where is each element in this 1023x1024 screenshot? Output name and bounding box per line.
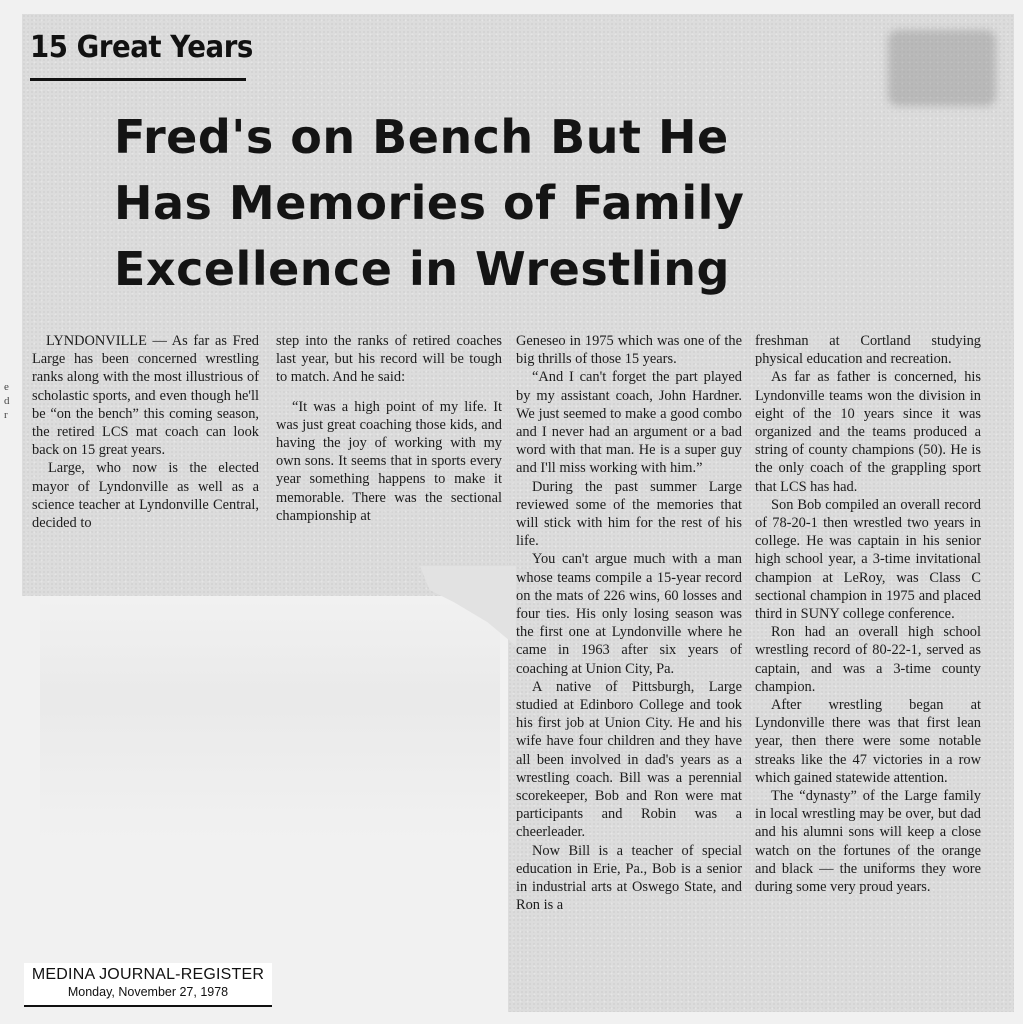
paragraph: “And I can't forget the part played by my assistant coach, John Hardner. We just seemed to make a good combo and I never had an argument or a bad word with that man. He is a super guy and I'll miss working with him.” <box>516 369 742 477</box>
kicker-rule <box>30 78 246 81</box>
article-column-4 <box>755 332 981 896</box>
source-label <box>24 963 272 1007</box>
paragraph: “It was a high point of my life. It was just great coaching those kids, and having the joy of working with my own sons. It seems that in sports every year something happens to make it memorable. There was the sectional championship at <box>276 398 502 524</box>
paragraph: LYNDONVILLE — As far as Fred Large has been concerned wrestling ranks along with the most illustrious of scholastic sports, and even though he'll be “on the bench” this coming season, the retired LCS mat coach can look back on 15 great years. <box>32 333 259 459</box>
kicker-label: 15 Great Years <box>30 30 253 65</box>
headline <box>114 104 874 302</box>
paragraph: As far as father is concerned, his Lyndonville teams won the division in eight of the 10 years since it was organized and the teams produced a string of county champions (50). He is the only coach of the grappling sport that LCS has had. <box>755 369 981 495</box>
paragraph: Geneseo in 1975 which was one of the big thrills of those 15 years. <box>516 333 742 368</box>
paragraph: Large, who now is the elected mayor of Lyndonville as well as a science teacher at Lyndonville Central, decided to <box>32 460 259 532</box>
headline-line-3: Excellence in Wrestling <box>114 242 730 296</box>
article-column-2 <box>276 332 502 525</box>
headline-line-1: Fred's on Bench But He <box>114 110 729 164</box>
tape-smudge <box>888 30 996 106</box>
margin-marks: e d r <box>4 381 10 421</box>
headline-line-2: Has Memories of Family <box>114 176 745 230</box>
newspaper-name: MEDINA JOURNAL-REGISTER <box>31 966 265 983</box>
paragraph: step into the ranks of retired coaches last year, but his record will be tough to match. And he said: <box>276 333 502 386</box>
paragraph: After wrestling began at Lyndonville there was that first lean year, then there were some notable streaks like the 47 victories in a row which gained statewide attention. <box>755 697 981 786</box>
paragraph: Now Bill is a teacher of special education in Erie, Pa., Bob is a senior in industrial arts at Oswego State, and Ron is a <box>516 842 742 914</box>
article-column-3 <box>516 332 742 915</box>
paragraph: freshman at Cortland studying physical education and recreation. <box>755 333 981 368</box>
paragraph: Son Bob compiled an overall record of 78-20-1 then wrestled two years in college. He was captain in his senior high school year, a 3-time invitational champion at LeRoy, was Class C sectional champion in 1975 and placed third in SUNY college conference. <box>755 496 981 623</box>
ghost-print <box>40 600 500 840</box>
publication-date: Monday, November 27, 1978 <box>67 985 229 999</box>
paragraph: Ron had an overall high school wrestling record of 80-22-1, served as captain, and was a 3-time county champion. <box>755 624 981 695</box>
paragraph: During the past summer Large reviewed some of the memories that will stick with him for the rest of his life. <box>516 478 742 550</box>
paragraph: The “dynasty” of the Large family in local wrestling may be over, but dad and his alumni sons will keep a close watch on the fortunes of the orange and black — the uniforms they wore during some very proud years. <box>755 788 981 896</box>
paragraph: A native of Pittsburgh, Large studied at Edinboro College and took his first job at Union City. He and his wife have four children and they have all been involved in dad's years as a wrestling coach. Bill was a perennial scorekeeper, Bob and Ron were mat participants and Robin was a cheerleader. <box>516 678 742 841</box>
article-column-1 <box>32 332 259 532</box>
paragraph: You can't argue much with a man whose teams compile a 15-year record on the mats of 226 wins, 60 losses and four ties. His only losing season was the first one at Lyndonville where he came in 1963 after six years of coaching at Union City, Pa. <box>516 551 742 677</box>
